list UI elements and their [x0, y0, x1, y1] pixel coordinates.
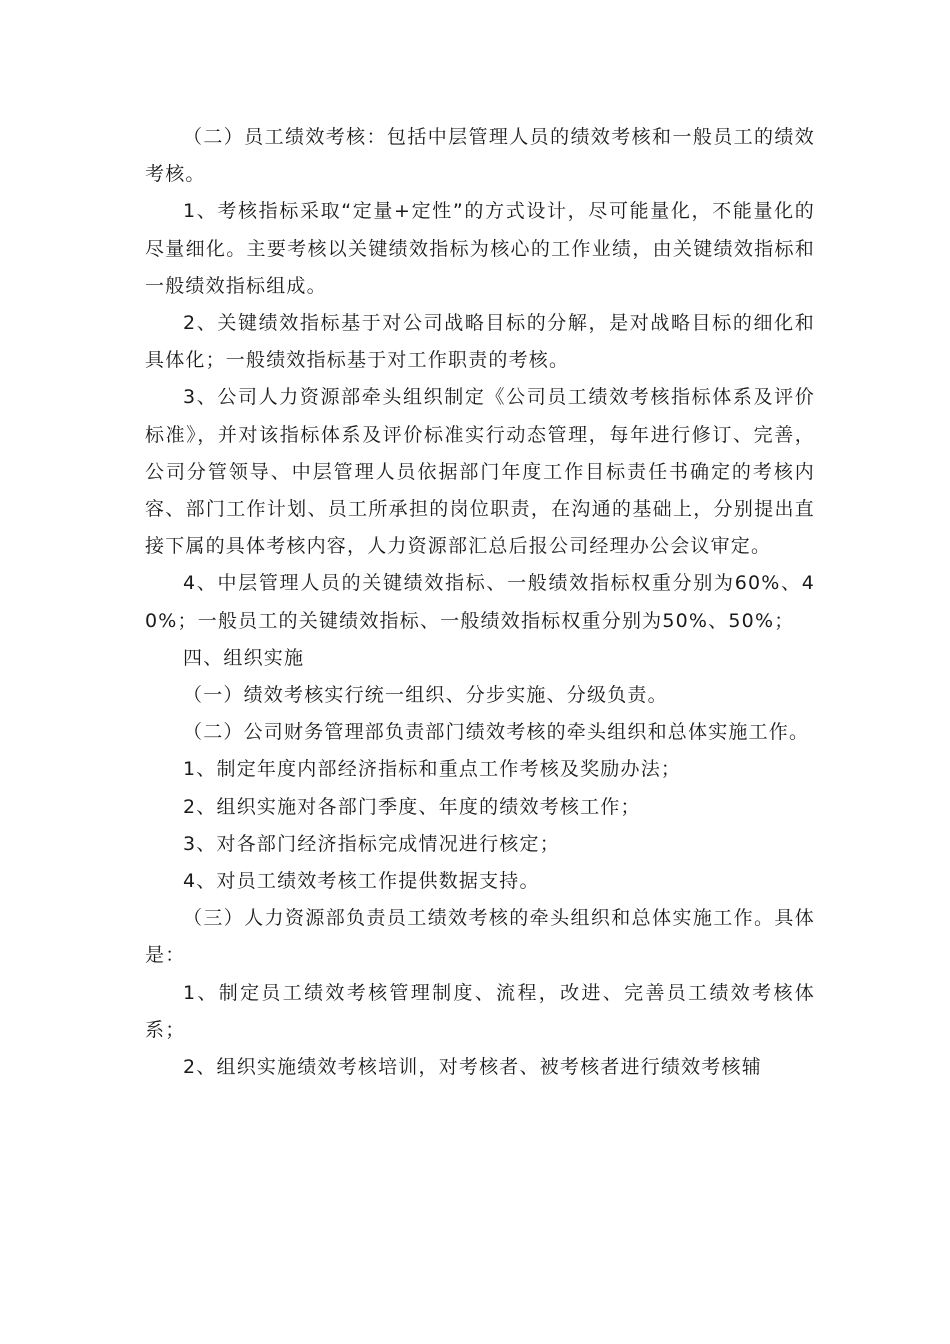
paragraph-unified-organization: （一）绩效考核实行统一组织、分步实施、分级负责。	[183, 684, 668, 707]
paragraph-item-1-indicators: 1、考核指标采取“定量+定性”的方式设计，尽可能量化，不能量化的尽量细化。主要考核以关键绩效指标为核心的工作业绩，由关键绩效指标和一般绩效指标组成。	[145, 200, 815, 297]
paragraph-finance-department: （二）公司财务管理部负责部门绩效考核的牵头组织和总体实施工作。	[183, 721, 810, 744]
list-item-finance-2: 2、组织实施对各部门季度、年度的绩效考核工作；	[183, 795, 641, 818]
paragraph-item-3-hr-system: 3、公司人力资源部牵头组织制定《公司员工绩效考核指标体系及评价标准》，并对该指标体系及评价标准实行动态管理，每年进行修订、完善，公司分管领导、中层管理人员依据部门年度工作目标责任书确定的考核内容、部门工作计划、员工所承担的岗位职责，在沟通的基础上，分别提出直接下属的具体考核内容，人力资源部汇总后报公司经理办公会议审定。	[145, 386, 815, 558]
list-item-finance-1: 1、制定年度内部经济指标和重点工作考核及奖励办法；	[183, 758, 682, 781]
paragraph-employee-assessment: （二）员工绩效考核：包括中层管理人员的绩效考核和一般员工的绩效考核。	[145, 126, 815, 186]
section-heading-organization: 四、组织实施	[183, 646, 305, 669]
list-item-hr-2: 2、组织实施绩效考核培训，对考核者、被考核者进行绩效考核辅	[183, 1056, 762, 1079]
list-item-finance-3: 3、对各部门经济指标完成情况进行核定；	[183, 832, 560, 855]
document-body	[145, 119, 815, 1086]
paragraph-item-2-key-indicators: 2、关键绩效指标基于对公司战略目标的分解，是对战略目标的细化和具体化；一般绩效指标基于对工作职责的考核。	[145, 312, 815, 372]
paragraph-hr-department: （三）人力资源部负责员工绩效考核的牵头组织和总体实施工作。具体是：	[145, 907, 815, 967]
list-item-hr-1: 1、制定员工绩效考核管理制度、流程，改进、完善员工绩效考核体系；	[145, 981, 815, 1041]
paragraph-item-4-weights: 4、中层管理人员的关键绩效指标、一般绩效指标权重分别为60%、40%；一般员工的关键绩效指标、一般绩效指标权重分别为50%、50%；	[145, 572, 815, 632]
list-item-finance-4: 4、对员工绩效考核工作提供数据支持。	[183, 870, 540, 893]
